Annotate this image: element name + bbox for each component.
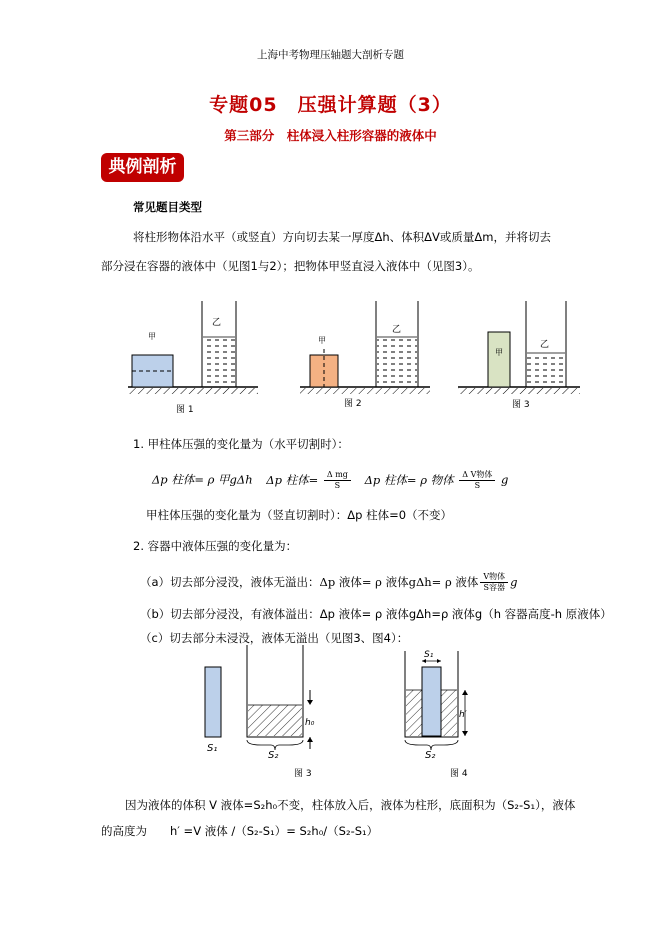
figure-3-caption: 图 3 (512, 400, 530, 410)
label-hprime: h′ (459, 710, 467, 720)
figure-3b-caption: 图 3 (294, 769, 312, 779)
section-heading: 常见题目类型 (133, 200, 202, 214)
item-2: 2. 容器中液体压强的变化量为： (133, 539, 298, 553)
figure-4-caption: 图 4 (450, 769, 468, 779)
formula-row-1 (152, 470, 508, 491)
item-2c: （c）切去部分未浸没，液体无溢出（见图3、图4）： (140, 631, 409, 645)
label-yi-3: 乙 (540, 340, 550, 350)
figure-2 (300, 301, 430, 409)
label-s1-b: S₁ (424, 650, 434, 660)
formula-1a: Δp 柱体= ρ 甲gΔh (152, 472, 253, 487)
label-yi-1: 乙 (212, 318, 222, 328)
label-jia-2: 甲 (318, 336, 326, 345)
label-s2-b: S₂ (425, 750, 436, 761)
label-s1-a: S₁ (207, 743, 218, 754)
label-jia-1: 甲 (148, 332, 156, 341)
formula-1b-left: Δp 柱体= (266, 472, 319, 487)
figures-3b-4 (195, 645, 485, 780)
item-1b: 甲柱体压强的变化量为（竖直切割时）：Δp 柱体=0（不变） (146, 508, 453, 522)
item-2a: （a）切去部分浸没，液体无溢出：Δp 液体= ρ 液体gΔh= ρ 液体 $\frac{\text{V物体}}{\text{S容器}}$ g (140, 572, 518, 592)
formula-1c-left: Δp 柱体= ρ 物体 (364, 472, 454, 487)
intro-line-2: 部分浸在容器的液体中（见图1与2）；把物体甲竖直浸入液体中（见图3）。 (101, 259, 480, 273)
figure-3 (458, 301, 580, 410)
intro-line-1: 将柱形物体沿水平（或竖直）方向切去某一厚度Δh、体积ΔV或质量Δm，并将切去 (133, 230, 551, 244)
label-yi-2: 乙 (392, 325, 402, 335)
label-s2-a: S₂ (268, 750, 279, 761)
item-2a-fraction: $\frac{\text{V物体}}{\text{S容器}}$ (480, 572, 508, 593)
page-title: 专题05 压强计算题（3） (209, 94, 452, 116)
item-2b: （b）切去部分浸没，有液体溢出：Δp 液体= ρ 液体gΔh=ρ 液体g（h 容器高度-h 原液体） (140, 607, 612, 621)
formula-1b-fraction: $\frac{\text{Δ mg}}{S}$ (324, 470, 351, 491)
figure-1 (128, 301, 258, 415)
section-badge: 典例剖析 (101, 153, 184, 182)
figures-1-3 (118, 295, 588, 415)
formula-1c-fraction: $\frac{\text{Δ V物体}}{S}$ (459, 470, 495, 491)
item-1: 1. 甲柱体压强的变化量为（水平切割时）： (133, 437, 349, 451)
page-subtitle: 第三部分 柱体浸入柱形容器的液体中 (224, 128, 437, 143)
page-header: 上海中考物理压轴题大剖析专题 (257, 49, 404, 61)
figure-1-caption: 图 1 (176, 405, 194, 415)
formula-1c-right: g (501, 472, 509, 487)
conclusion-line-2: 的高度为 h′ =V 液体 /（S₂-S₁）= S₂h₀/（S₂-S₁） (101, 824, 379, 838)
figure-2-caption: 图 2 (344, 399, 362, 409)
conclusion-line-1: 因为液体的体积 V 液体=S₂h₀不变，柱体放入后，液体为柱形，底面积为（S₂-S₁），液体 (125, 798, 576, 812)
label-jia-3: 甲 (495, 348, 503, 357)
label-h0: h₀ (305, 718, 315, 728)
